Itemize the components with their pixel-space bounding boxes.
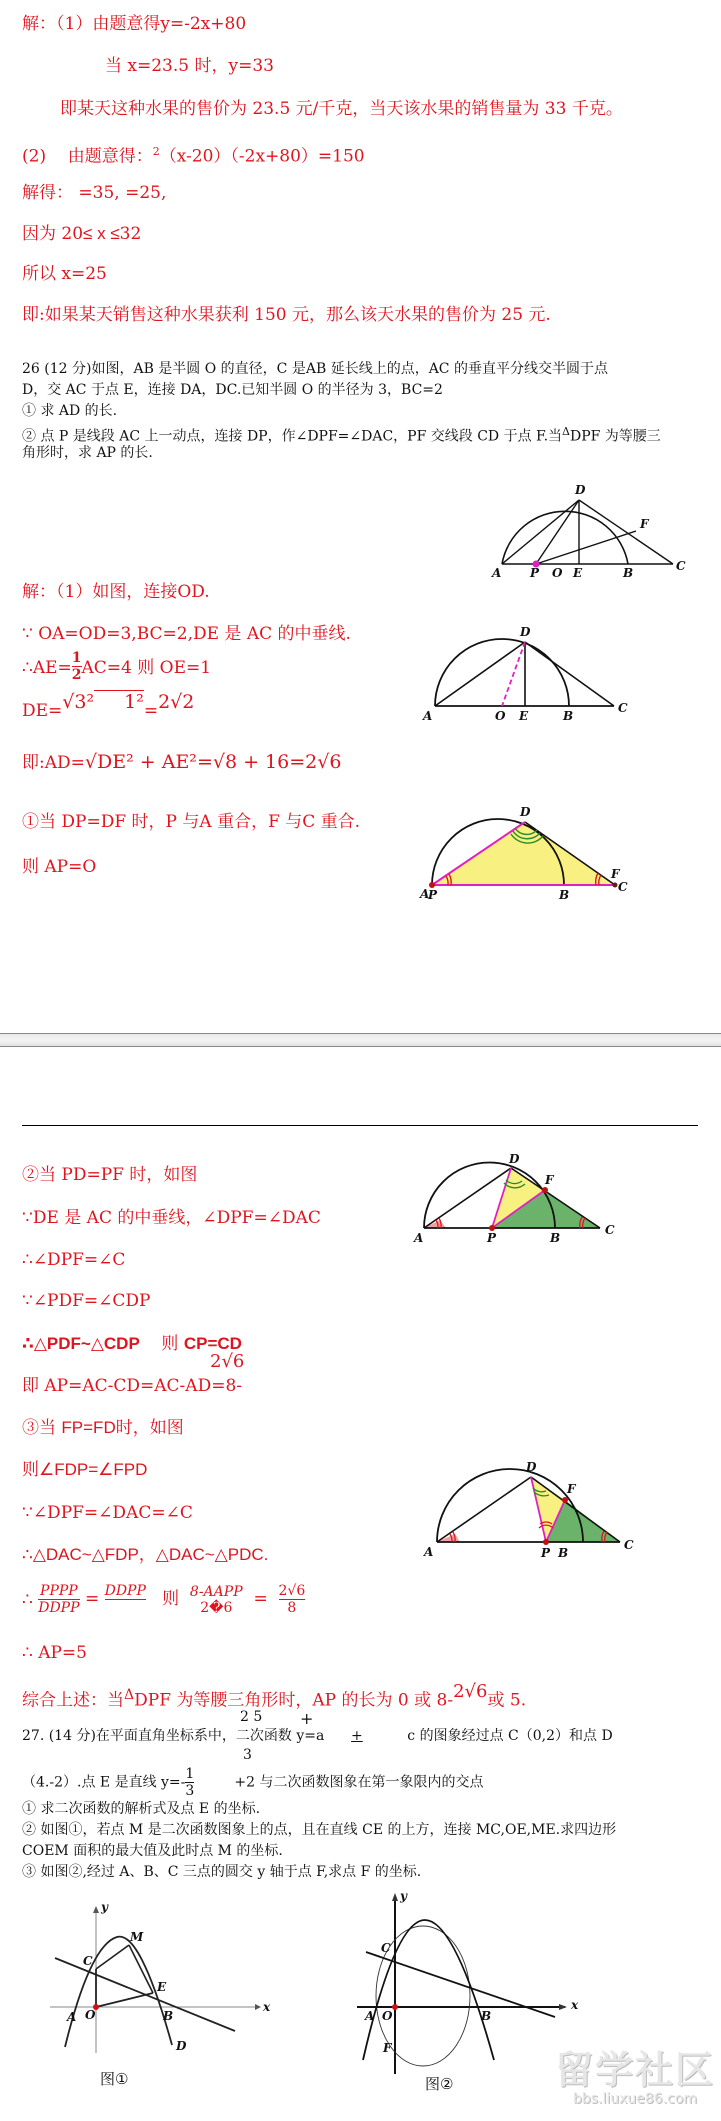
graph-figure-1 [45,1900,275,2055]
solution-line: ∵∠DPF=∠DAC=∠C [22,1503,193,1523]
svg-text:C: C [624,1538,634,1552]
figure-caption-2: 图② [425,2075,454,2093]
svg-text:B: B [563,709,574,723]
solution-line: ∴AE= $\frac{1}{2}$ AC=4 则 OE=1 [22,650,212,683]
solution-line: 即:如果某天销售这种水果获利 150 元，那么该天水果的售价为 25 元. [22,305,551,325]
svg-text:C: C [605,1223,615,1237]
solution-line: ∵ OA=OD=3,BC=2,DE 是 AC 的中垂线. [22,624,351,644]
svg-text:F: F [611,867,620,881]
solution-line: 即 AP=AC-CD=AC-AD=8- [22,1376,243,1396]
svg-text:A: A [420,887,430,901]
svg-text:A: A [365,2009,375,2023]
svg-text:y: y [400,1889,407,1903]
solution-line: ∴ AP=5 [22,1643,87,1663]
svg-text:A: A [423,709,433,723]
svg-text:D: D [575,483,586,497]
svg-text:E: E [157,1980,167,1994]
svg-text:F: F [640,517,649,531]
header-rule [22,1125,698,1126]
solution-line: 则∠FDP=∠FPD [22,1460,148,1480]
svg-text:E: E [519,709,529,723]
solution-figure-2 [415,800,628,902]
svg-text:C: C [618,701,628,715]
solution-line: ∴△PDF~△CDP 则 CP=CD [22,1334,242,1354]
svg-text:F: F [545,1173,554,1187]
question-line: D，交 AC 于点 E，连接 DA，DC.已知半圆 O 的半径为 3，BC=2 [22,382,443,398]
solution-line: 解得： =35, =25, [22,183,167,203]
svg-text:M: M [130,1930,144,1944]
question-line: 26 (12 分)如图，AB 是半圆 O 的直径，C 是AB 延长线上的点，AC 的垂直平分线交半圆于点 [22,361,608,377]
question-line: 27. (14 分)在平面直角坐标系中，二次函数 y=a + c 的图象经过点 C（0,2）和点 D [22,1728,613,1744]
svg-text:P: P [487,1231,497,1245]
question-line: ③ 如图②,经过 A、B、C 三点的圆交 y 轴于点 F,求点 F 的坐标. [22,1864,422,1880]
svg-text:A: A [414,1231,424,1245]
solution-proportion: ∴ $\frac{\text{PPPP}}{\text{DDPP}}$ = DDPP 则 8-AAPP 2�6 = $\frac{2√6}{8}$ [22,1583,306,1616]
svg-text:D: D [520,625,531,639]
question-line: ① 求 AD 的长. [22,403,118,419]
svg-text:A: A [67,2010,77,2024]
question-line: COEM 面积的最大值及此时点 M 的坐标. [22,1843,283,1859]
svg-text:D: D [520,805,531,819]
figure-caption-1: 图① [100,2070,129,2088]
svg-text:y: y [101,1900,108,1914]
solution-line: 解：（1）如图，连接OD. [22,582,210,602]
svg-text:x: x [263,2000,271,2014]
question-line: ② 点 P 是线段 AC 上一动点，连接 DP，作∠DPF=∠DAC，PF 交线段 CD 于点 F.当$^\Delta$DPF 为等腰三 [22,425,661,445]
svg-text:C: C [676,559,686,573]
question-line: 角形时，求 AP 的长. [22,445,153,461]
solution-sup: 2√6 [210,1351,245,1372]
solution-figure-3 [400,1152,620,1260]
svg-text:B: B [623,566,634,580]
svg-text:x: x [571,1998,579,2012]
solution-line: ①当 DP=DF 时，P 与A 重合，F 与C 重合. [22,812,361,832]
solution-figure-1 [415,620,628,723]
svg-text:A: A [424,1545,434,1559]
svg-text:B: B [163,2009,174,2023]
summary-line: 综合上述：当$^\Delta$DPF 为等腰三角形时，AP 的长为 0 或 8-2√6或 5. [22,1680,527,1711]
svg-text:A: A [492,566,502,580]
solution-line: 则 AP=O [22,857,97,877]
solution-line: ③当 FP=FD时，如图 [22,1418,184,1438]
svg-text:P: P [530,566,540,580]
solution-line: ②当 PD=PF 时，如图 [22,1165,198,1185]
question-exponent: 2 5 [240,1709,263,1725]
svg-text:P: P [541,1546,551,1560]
svg-text:E: E [573,566,583,580]
question-line: ① 求二次函数的解析式及点 E 的坐标. [22,1801,261,1817]
svg-text:O: O [382,2009,393,2023]
solution-line: 因为 20≤ x ≤32 [22,224,142,244]
solution-line: ∵DE 是 AC 的中垂线，∠DPF=∠DAC [22,1208,321,1228]
watermark-logo: 留学社区 bbs.liuxue86.com [554,2048,715,2107]
svg-text:O: O [85,2008,96,2022]
solution-line: ∴△DAC~△FDP，△DAC~△PDC. [22,1545,269,1564]
solution-line: (2) 由题意得：$^2$（x-20）（-2x+80）=150 [22,145,365,167]
svg-text:B: B [558,1546,569,1560]
svg-text:O: O [495,709,506,723]
question-line: （4.-2）.点 E 是直线 y=- $\frac{1}{3}$ +2 与二次函数图象在第一象限内的交点 [22,1766,484,1799]
solution-line: 所以 x=25 [22,264,107,284]
solution-line: ∴∠DPF=∠C [22,1250,126,1270]
solution-figure-4 [420,1460,640,1560]
page-separator [0,1033,721,1047]
svg-text:B: B [481,2009,492,2023]
svg-text:O: O [552,566,563,580]
svg-text:B: B [559,888,570,902]
solution-line: 即某天这种水果的售价为 23.5 元/千克，当天该水果的销售量为 33 千克。 [60,99,623,119]
svg-text:D: D [509,1152,520,1166]
question-denominator: 3 [243,1747,252,1763]
solution-line: 即:AD=√DE² + AE²=√8 + 16=2√6 [22,751,342,773]
solution-line: 解：（1）由题意得y=-2x+80 [22,14,247,34]
solution-line: ∵∠PDF=∠CDP [22,1291,151,1311]
svg-text:D: D [526,1460,537,1474]
question-plus: + [300,1709,314,1728]
svg-text:C: C [618,880,628,894]
svg-text:F: F [383,2041,392,2055]
svg-text:C: C [381,1941,391,1955]
question-line: ② 如图①，若点 M 是二次函数图象上的点，且在直线 CE 的上方，连接 MC,OE,ME.求四边形 [22,1822,617,1838]
question-figure [490,480,690,580]
solution-line: DE=√3² 1²=2√2 [22,691,195,721]
svg-text:B: B [550,1231,561,1245]
svg-text:D: D [176,2039,187,2053]
graph-figure-2 [355,1890,585,2070]
svg-text:F: F [567,1482,576,1496]
svg-text:P: P [428,888,438,902]
solution-line: 当 x=23.5 时，y=33 [105,56,274,76]
svg-text:C: C [83,1954,93,1968]
